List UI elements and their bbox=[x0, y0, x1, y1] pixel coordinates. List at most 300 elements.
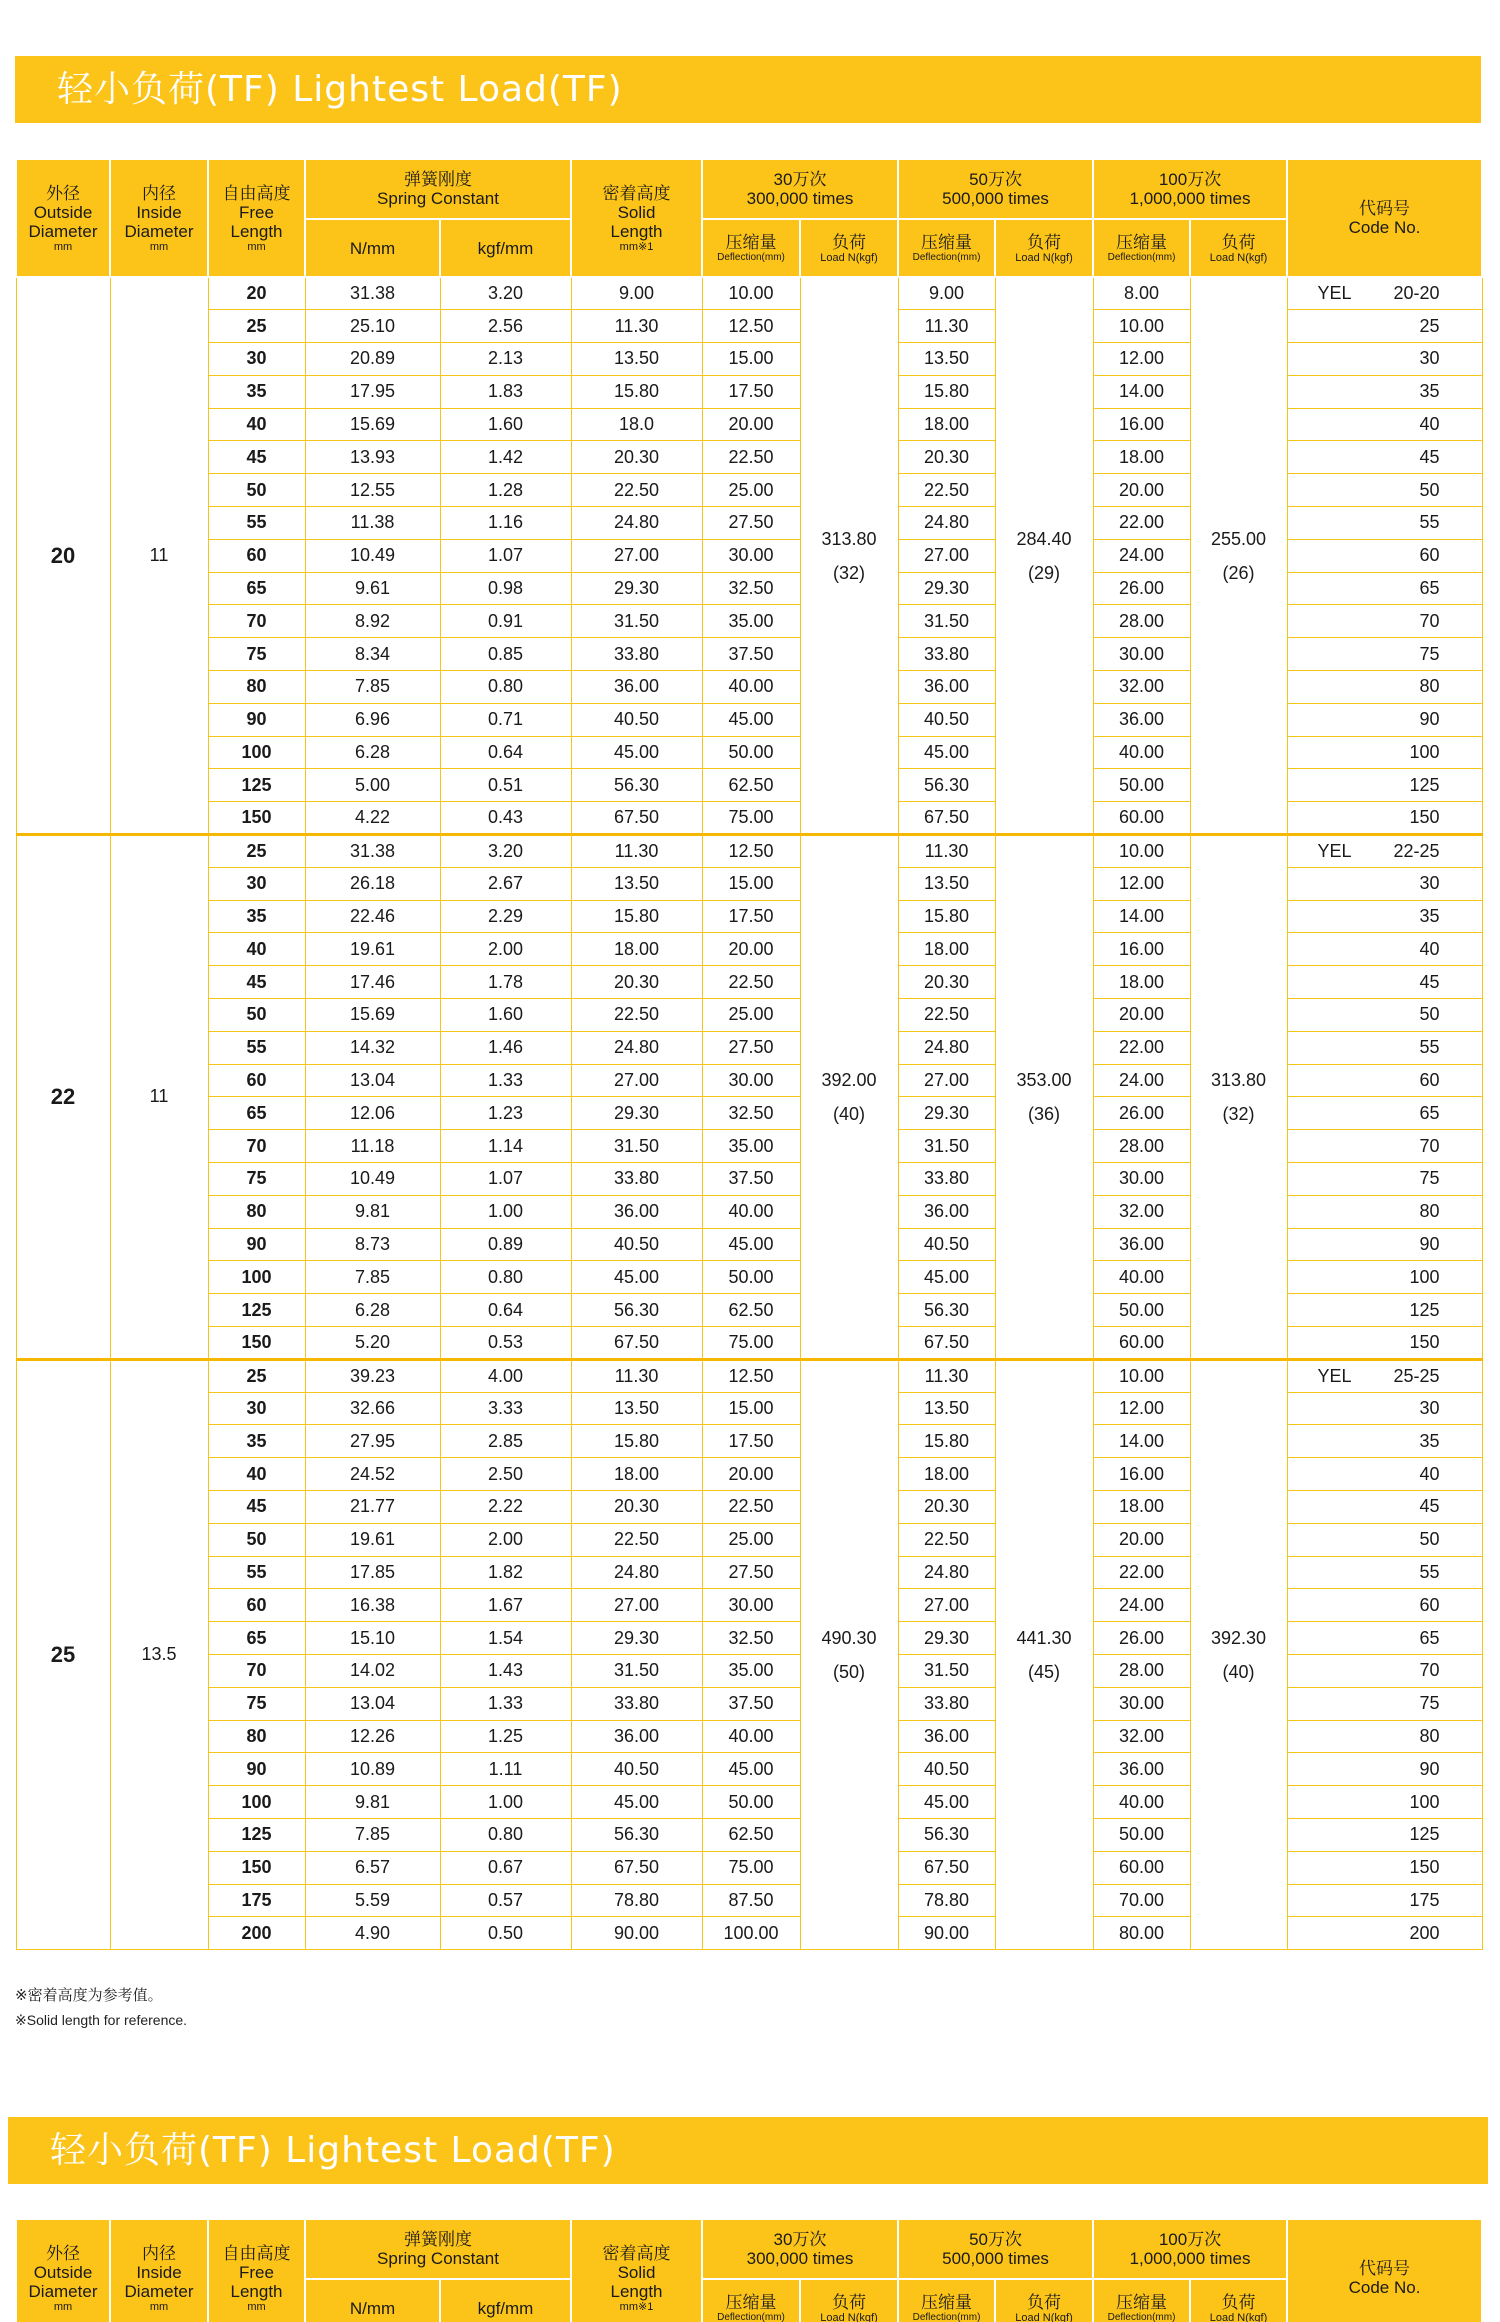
life-300k-header bbox=[702, 159, 898, 219]
spring-constant-kgf-cell: 1.60 bbox=[440, 408, 571, 441]
header-line: Load N(kgf) bbox=[1209, 251, 1268, 264]
deflection-300k-cell: 35.00 bbox=[702, 1130, 800, 1163]
free-length-cell: 70 bbox=[208, 605, 305, 638]
spring-constant-kgf-cell: 0.51 bbox=[440, 769, 571, 802]
free-length-cell: 100 bbox=[208, 736, 305, 769]
code-suffix: 70 bbox=[1419, 1135, 1440, 1156]
deflection-header bbox=[1093, 2279, 1190, 2322]
code-suffix: 100 bbox=[1409, 1266, 1440, 1287]
header-line: 300,000 times bbox=[746, 189, 854, 208]
header-line: Diameter bbox=[124, 2281, 194, 2301]
deflection-1m-cell: 18.00 bbox=[1093, 441, 1190, 474]
spring-constant-nmm-cell: 10.89 bbox=[305, 1753, 440, 1786]
spring-constant-nmm-cell: 14.32 bbox=[305, 1031, 440, 1064]
deflection-1m-cell: 22.00 bbox=[1093, 1031, 1190, 1064]
code-suffix: 55 bbox=[1419, 512, 1440, 533]
spring-constant-nmm-cell: 22.46 bbox=[305, 900, 440, 933]
deflection-300k-cell: 50.00 bbox=[702, 1786, 800, 1819]
deflection-300k-cell: 37.50 bbox=[702, 638, 800, 671]
header-line: Load N(kgf) bbox=[1015, 2311, 1073, 2322]
deflection-1m-cell: 28.00 bbox=[1093, 605, 1190, 638]
code-suffix: 50 bbox=[1419, 1004, 1440, 1025]
deflection-1m-cell: 12.00 bbox=[1093, 343, 1190, 376]
life-500k-header bbox=[898, 2219, 1093, 2279]
spring-constant-nmm-cell: 19.61 bbox=[305, 933, 440, 966]
header-line: Solid bbox=[617, 2262, 656, 2282]
deflection-1m-cell: 18.00 bbox=[1093, 1490, 1190, 1523]
header-line: Length bbox=[230, 221, 283, 241]
free-length-cell: 90 bbox=[208, 1228, 305, 1261]
deflection-500k-cell: 33.80 bbox=[898, 638, 995, 671]
free-length-cell: 100 bbox=[208, 1261, 305, 1294]
code-prefix: YEL bbox=[1317, 283, 1352, 304]
code-suffix: 80 bbox=[1419, 1201, 1440, 1222]
deflection-1m-cell: 24.00 bbox=[1093, 539, 1190, 572]
spring-constant-nmm-cell: 9.81 bbox=[305, 1195, 440, 1228]
spring-constant-nmm-cell: 12.06 bbox=[305, 1097, 440, 1130]
spring-constant-nmm-cell: 11.18 bbox=[305, 1130, 440, 1163]
deflection-300k-cell: 12.50 bbox=[702, 835, 800, 868]
spring-constant-kgf-cell: 1.78 bbox=[440, 966, 571, 999]
deflection-1m-cell: 22.00 bbox=[1093, 507, 1190, 540]
code-no-cell bbox=[1287, 1195, 1482, 1228]
spring-constant-kgf-cell: 1.16 bbox=[440, 507, 571, 540]
header-line: Length bbox=[610, 2281, 663, 2301]
table-row bbox=[16, 835, 1482, 868]
spring-constant-nmm-cell: 13.04 bbox=[305, 1064, 440, 1097]
deflection-300k-cell: 25.00 bbox=[702, 1523, 800, 1556]
deflection-500k-cell: 45.00 bbox=[898, 1261, 995, 1294]
spring-constant-kgf-cell: 0.64 bbox=[440, 1294, 571, 1327]
solid-length-cell: 20.30 bbox=[571, 441, 702, 474]
spring-constant-kgf-cell: 0.85 bbox=[440, 638, 571, 671]
inside-diameter-cell: 11 bbox=[110, 835, 208, 1360]
load-header bbox=[995, 219, 1093, 277]
deflection-500k-cell: 31.50 bbox=[898, 1130, 995, 1163]
deflection-1m-cell: 20.00 bbox=[1093, 999, 1190, 1032]
section-title-banner: 轻小负荷(TF) Lightest Load(TF) bbox=[15, 56, 1481, 123]
code-no-cell bbox=[1287, 1884, 1482, 1917]
code-no-cell bbox=[1287, 572, 1482, 605]
deflection-1m-cell: 16.00 bbox=[1093, 1458, 1190, 1491]
deflection-500k-cell: 67.50 bbox=[898, 1851, 995, 1884]
code-suffix: 175 bbox=[1409, 1889, 1440, 1910]
header-line: mm bbox=[149, 240, 169, 253]
deflection-1m-cell: 40.00 bbox=[1093, 1261, 1190, 1294]
header-line: 500,000 times bbox=[942, 189, 1049, 208]
code-no-header bbox=[1287, 2219, 1482, 2322]
code-no-header bbox=[1287, 159, 1482, 277]
deflection-500k-cell: 22.50 bbox=[898, 474, 995, 507]
deflection-300k-cell: 25.00 bbox=[702, 999, 800, 1032]
deflection-500k-cell: 27.00 bbox=[898, 539, 995, 572]
deflection-500k-cell: 56.30 bbox=[898, 769, 995, 802]
header-line: 负荷 bbox=[1221, 2292, 1256, 2312]
free-length-cell: 200 bbox=[208, 1917, 305, 1950]
header-line: 弹簧刚度 bbox=[404, 170, 472, 189]
spring-constant-nmm-cell: 4.22 bbox=[305, 802, 440, 835]
deflection-1m-cell: 14.00 bbox=[1093, 1425, 1190, 1458]
solid-length-cell: 33.80 bbox=[571, 638, 702, 671]
deflection-500k-cell: 36.00 bbox=[898, 671, 995, 704]
outside-diameter-header bbox=[16, 2219, 110, 2322]
deflection-500k-cell: 67.50 bbox=[898, 1327, 995, 1360]
deflection-300k-cell: 50.00 bbox=[702, 736, 800, 769]
deflection-1m-cell: 50.00 bbox=[1093, 1818, 1190, 1851]
solid-length-cell: 33.80 bbox=[571, 1163, 702, 1196]
load-n-value: 255.00 bbox=[1211, 528, 1267, 549]
code-suffix: 40 bbox=[1419, 414, 1440, 435]
solid-length-cell: 20.30 bbox=[571, 966, 702, 999]
free-length-cell: 80 bbox=[208, 1195, 305, 1228]
note-cn: ※密着高度为参考值。 bbox=[15, 1986, 163, 2004]
spring-constant-kgf-cell: 1.23 bbox=[440, 1097, 571, 1130]
solid-length-cell: 56.30 bbox=[571, 769, 702, 802]
deflection-500k-cell: 27.00 bbox=[898, 1064, 995, 1097]
code-suffix: 70 bbox=[1419, 1660, 1440, 1681]
code-no-cell bbox=[1287, 507, 1482, 540]
spring-constant-nmm-cell: 31.38 bbox=[305, 277, 440, 310]
solid-length-cell: 29.30 bbox=[571, 1097, 702, 1130]
deflection-300k-cell: 45.00 bbox=[702, 703, 800, 736]
code-no-cell bbox=[1287, 736, 1482, 769]
code-no-cell bbox=[1287, 1163, 1482, 1196]
deflection-500k-cell: 40.50 bbox=[898, 1228, 995, 1261]
code-suffix: 55 bbox=[1419, 1037, 1440, 1058]
deflection-1m-cell: 36.00 bbox=[1093, 703, 1190, 736]
code-suffix: 150 bbox=[1409, 1331, 1440, 1352]
deflection-500k-cell: 45.00 bbox=[898, 736, 995, 769]
spring-constant-nmm-cell: 12.26 bbox=[305, 1720, 440, 1753]
header-line: Load N(kgf) bbox=[1209, 2311, 1268, 2322]
solid-length-cell: 13.50 bbox=[571, 867, 702, 900]
inside-diameter-header bbox=[110, 159, 208, 277]
free-length-cell: 125 bbox=[208, 1294, 305, 1327]
header-line: Length bbox=[610, 221, 663, 241]
outside-diameter-cell: 20 bbox=[16, 277, 110, 835]
deflection-500k-cell: 24.80 bbox=[898, 507, 995, 540]
deflection-300k-cell: 22.50 bbox=[702, 1490, 800, 1523]
free-length-cell: 70 bbox=[208, 1654, 305, 1687]
code-no-cell bbox=[1287, 1523, 1482, 1556]
outside-diameter-cell: 22 bbox=[16, 835, 110, 1360]
spring-constant-kgf-cell: 1.00 bbox=[440, 1195, 571, 1228]
header-line: Outside bbox=[33, 202, 93, 222]
code-suffix: 65 bbox=[1419, 1102, 1440, 1123]
deflection-300k-cell: 37.50 bbox=[702, 1163, 800, 1196]
deflection-1m-cell: 24.00 bbox=[1093, 1064, 1190, 1097]
deflection-1m-cell: 30.00 bbox=[1093, 1163, 1190, 1196]
code-no-cell bbox=[1287, 1786, 1482, 1819]
solid-length-cell: 18.0 bbox=[571, 408, 702, 441]
solid-length-cell: 24.80 bbox=[571, 1031, 702, 1064]
deflection-300k-cell: 10.00 bbox=[702, 277, 800, 310]
spring-constant-nmm-cell: 32.66 bbox=[305, 1392, 440, 1425]
spring-constant-kgf-cell: 0.71 bbox=[440, 703, 571, 736]
deflection-1m-cell: 12.00 bbox=[1093, 867, 1190, 900]
spring-constant-kgf-cell: 2.00 bbox=[440, 1523, 571, 1556]
free-length-cell: 65 bbox=[208, 572, 305, 605]
inside-diameter-cell: 11 bbox=[110, 277, 208, 835]
spring-constant-kgf-cell: 0.43 bbox=[440, 802, 571, 835]
code-suffix: 40 bbox=[1419, 938, 1440, 959]
spring-constant-kgf-cell: 0.57 bbox=[440, 1884, 571, 1917]
deflection-300k-cell: 32.50 bbox=[702, 1622, 800, 1655]
spring-constant-nmm-cell: 10.49 bbox=[305, 539, 440, 572]
spring-constant-kgf-cell: 0.50 bbox=[440, 1917, 571, 1950]
header-line: Length bbox=[230, 2281, 283, 2301]
code-no-cell bbox=[1287, 867, 1482, 900]
load-kgf-value: (45) bbox=[1028, 1661, 1061, 1682]
deflection-500k-cell: 20.30 bbox=[898, 966, 995, 999]
deflection-500k-cell: 29.30 bbox=[898, 1622, 995, 1655]
deflection-300k-cell: 87.50 bbox=[702, 1884, 800, 1917]
free-length-cell: 30 bbox=[208, 867, 305, 900]
deflection-500k-cell: 29.30 bbox=[898, 572, 995, 605]
deflection-500k-cell: 20.30 bbox=[898, 1490, 995, 1523]
spring-constant-nmm-cell: 7.85 bbox=[305, 1261, 440, 1294]
spring-constant-kgf-cell: 1.54 bbox=[440, 1622, 571, 1655]
spring-constant-nmm-cell: 27.95 bbox=[305, 1425, 440, 1458]
code-no-cell bbox=[1287, 1687, 1482, 1720]
deflection-500k-cell: 18.00 bbox=[898, 933, 995, 966]
code-no-cell bbox=[1287, 1327, 1482, 1360]
free-length-cell: 75 bbox=[208, 638, 305, 671]
deflection-500k-cell: 33.80 bbox=[898, 1163, 995, 1196]
deflection-header bbox=[898, 219, 995, 277]
free-length-cell: 50 bbox=[208, 1523, 305, 1556]
deflection-300k-cell: 30.00 bbox=[702, 1589, 800, 1622]
header-line: 外径 bbox=[46, 2243, 80, 2263]
deflection-300k-cell: 17.50 bbox=[702, 900, 800, 933]
header-line: 50万次 bbox=[969, 170, 1022, 189]
load-header bbox=[800, 2279, 898, 2322]
spring-constant-nmm-cell: 31.38 bbox=[305, 835, 440, 868]
deflection-1m-cell: 14.00 bbox=[1093, 375, 1190, 408]
spring-constant-kgf-cell: 2.67 bbox=[440, 867, 571, 900]
header-line: Load N(kgf) bbox=[820, 251, 878, 264]
header-line: 密着高度 bbox=[602, 183, 671, 203]
free-length-cell: 55 bbox=[208, 1556, 305, 1589]
load-300k-cell bbox=[800, 1359, 898, 1949]
header-line: mm bbox=[149, 2300, 169, 2313]
spring-constant-kgf-cell: 2.00 bbox=[440, 933, 571, 966]
table-row bbox=[16, 1359, 1482, 1392]
spring-constant-kgf-cell: 1.67 bbox=[440, 1589, 571, 1622]
solid-length-cell: 11.30 bbox=[571, 835, 702, 868]
free-length-cell: 50 bbox=[208, 474, 305, 507]
spring-constant-nmm-cell: 6.96 bbox=[305, 703, 440, 736]
deflection-300k-cell: 62.50 bbox=[702, 769, 800, 802]
spring-spec-table-2 bbox=[15, 2218, 1483, 2322]
header-line: 压缩量 bbox=[921, 233, 973, 252]
spring-constant-nmm-cell: 8.34 bbox=[305, 638, 440, 671]
solid-length-cell: 45.00 bbox=[571, 1261, 702, 1294]
free-length-cell: 45 bbox=[208, 966, 305, 999]
deflection-1m-cell: 80.00 bbox=[1093, 1917, 1190, 1950]
solid-length-cell: 13.50 bbox=[571, 1392, 702, 1425]
deflection-1m-cell: 50.00 bbox=[1093, 769, 1190, 802]
spring-constant-kgf-cell: 3.33 bbox=[440, 1392, 571, 1425]
header-line: 负荷 bbox=[832, 232, 866, 252]
spring-constant-nmm-cell: 12.55 bbox=[305, 474, 440, 507]
solid-length-cell: 20.30 bbox=[571, 1490, 702, 1523]
header-line: Solid bbox=[617, 202, 656, 222]
deflection-500k-cell: 67.50 bbox=[898, 802, 995, 835]
deflection-300k-cell: 45.00 bbox=[702, 1228, 800, 1261]
inside-diameter-header bbox=[110, 2219, 208, 2322]
code-suffix: 35 bbox=[1419, 381, 1440, 402]
solid-length-header bbox=[571, 159, 702, 277]
header-line: 1,000,000 times bbox=[1129, 2249, 1251, 2268]
deflection-1m-cell: 20.00 bbox=[1093, 1523, 1190, 1556]
header-line: Deflection(mm) bbox=[912, 252, 981, 263]
solid-length-cell: 40.50 bbox=[571, 1753, 702, 1786]
header-line: 50万次 bbox=[969, 2230, 1022, 2249]
outside-diameter-header bbox=[16, 159, 110, 277]
code-suffix: 65 bbox=[1419, 578, 1440, 599]
solid-length-cell: 78.80 bbox=[571, 1884, 702, 1917]
deflection-300k-cell: 15.00 bbox=[702, 867, 800, 900]
code-no-cell bbox=[1287, 539, 1482, 572]
load-kgf-value: (26) bbox=[1222, 562, 1255, 583]
code-no-cell bbox=[1287, 1622, 1482, 1655]
solid-length-cell: 36.00 bbox=[571, 1195, 702, 1228]
solid-length-cell: 24.80 bbox=[571, 507, 702, 540]
deflection-500k-cell: 20.30 bbox=[898, 441, 995, 474]
solid-length-cell: 11.30 bbox=[571, 1359, 702, 1392]
deflection-1m-cell: 20.00 bbox=[1093, 474, 1190, 507]
header-line: 代码号 bbox=[1359, 2259, 1411, 2278]
outside-diameter-cell: 25 bbox=[16, 1359, 110, 1949]
header-line: 自由高度 bbox=[222, 2243, 291, 2263]
solid-length-cell: 56.30 bbox=[571, 1818, 702, 1851]
note-en: ※Solid length for reference. bbox=[15, 2012, 188, 2028]
code-suffix: 30 bbox=[1419, 348, 1440, 369]
spring-constant-nmm-cell: 13.04 bbox=[305, 1687, 440, 1720]
deflection-1m-cell: 40.00 bbox=[1093, 736, 1190, 769]
code-no-cell bbox=[1287, 1294, 1482, 1327]
life-1m-header bbox=[1093, 159, 1287, 219]
header-line: Spring Constant bbox=[377, 2249, 499, 2268]
solid-length-cell: 18.00 bbox=[571, 1458, 702, 1491]
code-no-cell bbox=[1287, 1818, 1482, 1851]
code-suffix: 50 bbox=[1419, 479, 1440, 500]
spring-constant-nmm-cell: 24.52 bbox=[305, 1458, 440, 1491]
deflection-300k-cell: 75.00 bbox=[702, 802, 800, 835]
code-no-cell bbox=[1287, 671, 1482, 704]
deflection-500k-cell: 13.50 bbox=[898, 867, 995, 900]
deflection-1m-cell: 32.00 bbox=[1093, 1720, 1190, 1753]
spring-constant-kgf-cell: 1.42 bbox=[440, 441, 571, 474]
deflection-500k-cell: 40.50 bbox=[898, 703, 995, 736]
header-line: Spring Constant bbox=[377, 189, 499, 208]
deflection-300k-cell: 50.00 bbox=[702, 1261, 800, 1294]
code-suffix: 150 bbox=[1409, 1857, 1440, 1878]
spring-constant-nmm-cell: 5.20 bbox=[305, 1327, 440, 1360]
solid-length-cell: 15.80 bbox=[571, 900, 702, 933]
header-line: Inside bbox=[136, 2262, 182, 2282]
solid-length-cell: 13.50 bbox=[571, 343, 702, 376]
code-no-cell bbox=[1287, 1064, 1482, 1097]
deflection-300k-cell: 35.00 bbox=[702, 1654, 800, 1687]
code-no-cell bbox=[1287, 277, 1482, 310]
deflection-300k-cell: 20.00 bbox=[702, 1458, 800, 1491]
deflection-header bbox=[898, 2279, 995, 2322]
deflection-500k-cell: 45.00 bbox=[898, 1786, 995, 1819]
load-kgf-value: (36) bbox=[1028, 1103, 1061, 1124]
deflection-1m-cell: 28.00 bbox=[1093, 1130, 1190, 1163]
load-1m-cell bbox=[1190, 835, 1287, 1360]
code-no-cell bbox=[1287, 1917, 1482, 1950]
deflection-500k-cell: 11.30 bbox=[898, 1359, 995, 1392]
code-no-cell bbox=[1287, 1031, 1482, 1064]
solid-length-cell: 27.00 bbox=[571, 539, 702, 572]
code-suffix: 90 bbox=[1419, 1758, 1440, 1779]
code-no-cell bbox=[1287, 933, 1482, 966]
spring-constant-nmm-cell: 17.85 bbox=[305, 1556, 440, 1589]
code-prefix: YEL bbox=[1317, 840, 1352, 861]
deflection-1m-cell: 18.00 bbox=[1093, 966, 1190, 999]
deflection-300k-cell: 20.00 bbox=[702, 408, 800, 441]
code-no-cell bbox=[1287, 999, 1482, 1032]
code-no-cell bbox=[1287, 1458, 1482, 1491]
solid-length-cell: 15.80 bbox=[571, 1425, 702, 1458]
spring-constant-kgf-cell: 1.60 bbox=[440, 999, 571, 1032]
header-line: Code No. bbox=[1348, 2278, 1421, 2297]
header-line: 1,000,000 times bbox=[1129, 189, 1251, 208]
header-line: Inside bbox=[136, 202, 182, 222]
spring-constant-kgf-cell: 1.82 bbox=[440, 1556, 571, 1589]
code-no-cell bbox=[1287, 966, 1482, 999]
deflection-1m-cell: 14.00 bbox=[1093, 900, 1190, 933]
code-no-cell bbox=[1287, 375, 1482, 408]
spring-constant-nmm-cell: 7.85 bbox=[305, 1818, 440, 1851]
free-length-cell: 35 bbox=[208, 900, 305, 933]
code-no-cell bbox=[1287, 1654, 1482, 1687]
free-length-cell: 175 bbox=[208, 1884, 305, 1917]
code-suffix: 25-25 bbox=[1393, 1365, 1440, 1386]
free-length-cell: 150 bbox=[208, 1327, 305, 1360]
spring-constant-kgf-cell: 0.91 bbox=[440, 605, 571, 638]
header-line: Diameter bbox=[28, 221, 98, 241]
free-length-cell: 80 bbox=[208, 671, 305, 704]
deflection-300k-cell: 12.50 bbox=[702, 310, 800, 343]
code-no-cell bbox=[1287, 1392, 1482, 1425]
deflection-300k-cell: 15.00 bbox=[702, 343, 800, 376]
solid-length-cell: 29.30 bbox=[571, 1622, 702, 1655]
code-no-cell bbox=[1287, 1097, 1482, 1130]
free-length-cell: 40 bbox=[208, 408, 305, 441]
load-n-value: 313.80 bbox=[1211, 1069, 1267, 1090]
free-length-cell: 60 bbox=[208, 1064, 305, 1097]
code-suffix: 22-25 bbox=[1393, 840, 1440, 861]
deflection-500k-cell: 15.80 bbox=[898, 375, 995, 408]
deflection-500k-cell: 15.80 bbox=[898, 1425, 995, 1458]
header-line: 弹簧刚度 bbox=[404, 2230, 472, 2249]
deflection-500k-cell: 11.30 bbox=[898, 310, 995, 343]
header-line: 压缩量 bbox=[1116, 233, 1168, 252]
header-line: Outside bbox=[33, 2262, 93, 2282]
solid-length-cell: 90.00 bbox=[571, 1917, 702, 1950]
deflection-500k-cell: 90.00 bbox=[898, 1917, 995, 1950]
free-length-cell: 35 bbox=[208, 375, 305, 408]
spring-constant-nmm-cell: 17.46 bbox=[305, 966, 440, 999]
load-n-value: 392.00 bbox=[821, 1069, 877, 1090]
header-line: 30万次 bbox=[773, 2230, 827, 2249]
free-length-header bbox=[208, 159, 305, 277]
header-line: Code No. bbox=[1348, 218, 1421, 237]
